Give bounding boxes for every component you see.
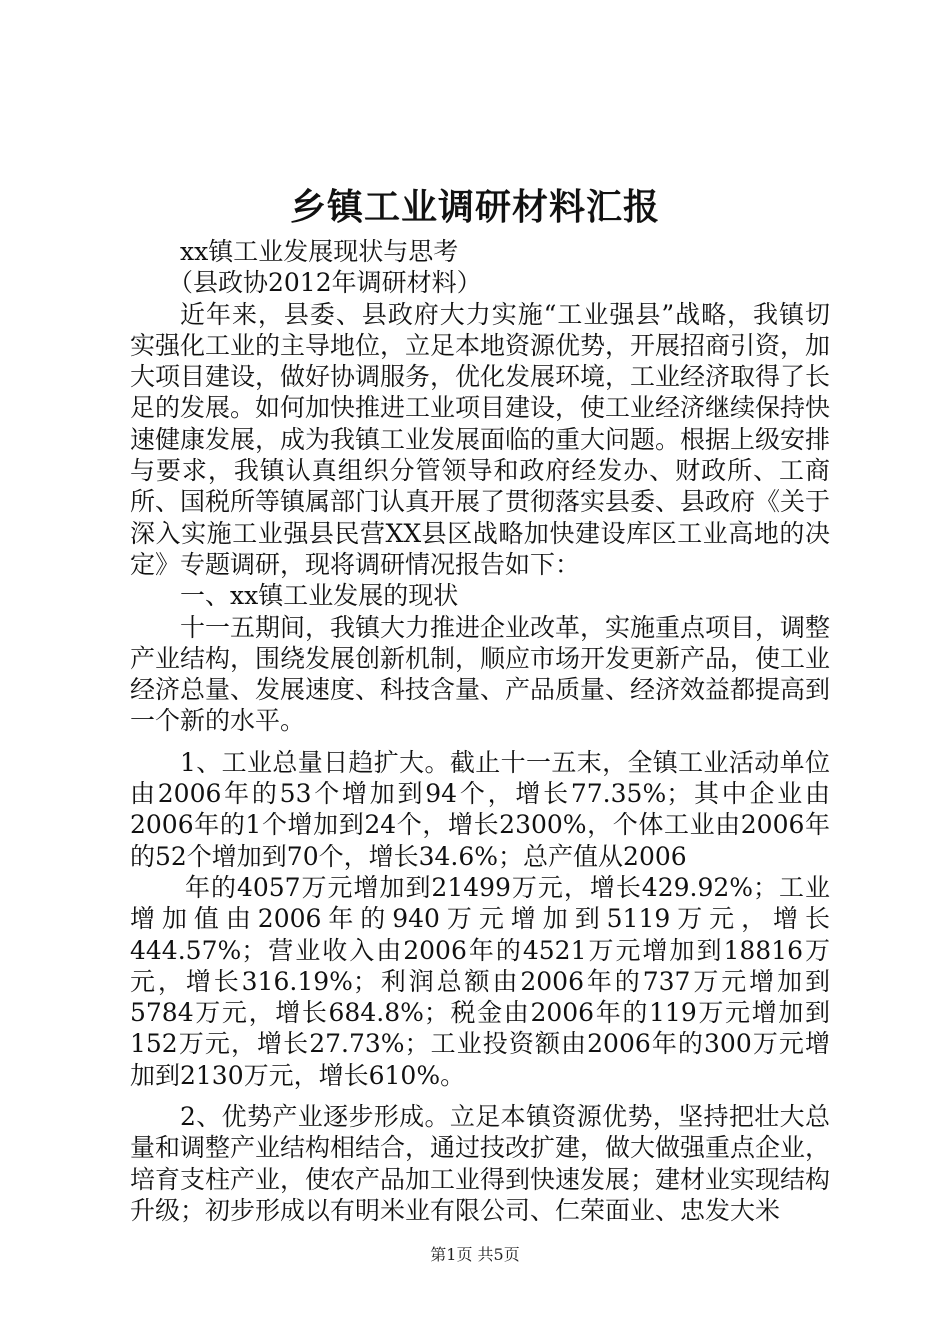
page-footer: 第1页 共5页: [430, 1245, 520, 1264]
section-heading: 一、xx镇工业发展的现状: [180, 581, 459, 611]
paragraph-point-1-continued: 年的4057万元增加到21499万元，增长429.92%；工业增加值由2006年的940万元增加到5119万元，增长444.57%；营业收入由2006年的4521万元增加到18816万元，增长316.19%；利润总额由2006年的737万元增加到5784万元，增长684.8%；税金由2006年的119万元增加到152万元，增长27.73%；工业投资额由2006年的300万元增加到2130万元，增长610%。: [130, 872, 830, 1090]
subtitle: xx镇工业发展现状与思考: [180, 237, 459, 266]
subtitle-source: （县政协2012年调研材料）: [168, 268, 482, 298]
paragraph-point-2: 2、优势产业逐步形成。立足本镇资源优势，坚持把壮大总量和调整产业结构相结合，通过技改扩建，做大做强重点企业，培育支柱产业，使农产品加工业得到快速发展；建材业实现结构升级；初步形成以有明米业有限公司、仁荣面业、忠发大米: [130, 1102, 831, 1225]
document-body: [130, 236, 830, 1226]
document-title: 乡镇工业调研材料汇报: [289, 187, 660, 228]
paragraph-intro: 近年来，县委、县政府大力实施“工业强县”战略，我镇切实强化工业的主导地位，立足本地资源优势，开展招商引资，加大项目建设，做好协调服务，优化发展环境，工业经济取得了长足的发展。如何加快推进工业项目建设，使工业经济继续保持快速健康发展，成为我镇工业发展面临的重大问题。根据上级安排与要求，我镇认真组织分管领导和政府经发办、财政所、工商所、国税所等镇属部门认真开展了贯彻落实县委、县政府《关于深入实施工业强县民营XX县区战略加快建设库区工业高地的决定》专题调研，现将调研情况报告如下：: [130, 299, 831, 579]
paragraph-point-1: 1、工业总量日趋扩大。截止十一五末，全镇工业活动单位由2006年的53个增加到94个，增长77.35%；其中企业由2006年的1个增加到24个，增长2300%，个体工业由2006年的52个增加到70个，增长34.6%；总产值从2006: [130, 747, 830, 871]
paragraph-overview: 十一五期间，我镇大力推进企业改革，实施重点项目，调整产业结构，围绕发展创新机制，顺应市场开发更新产品，使工业经济总量、发展速度、科技含量、产品质量、经济效益都提高到一个新的水平。: [130, 612, 831, 736]
